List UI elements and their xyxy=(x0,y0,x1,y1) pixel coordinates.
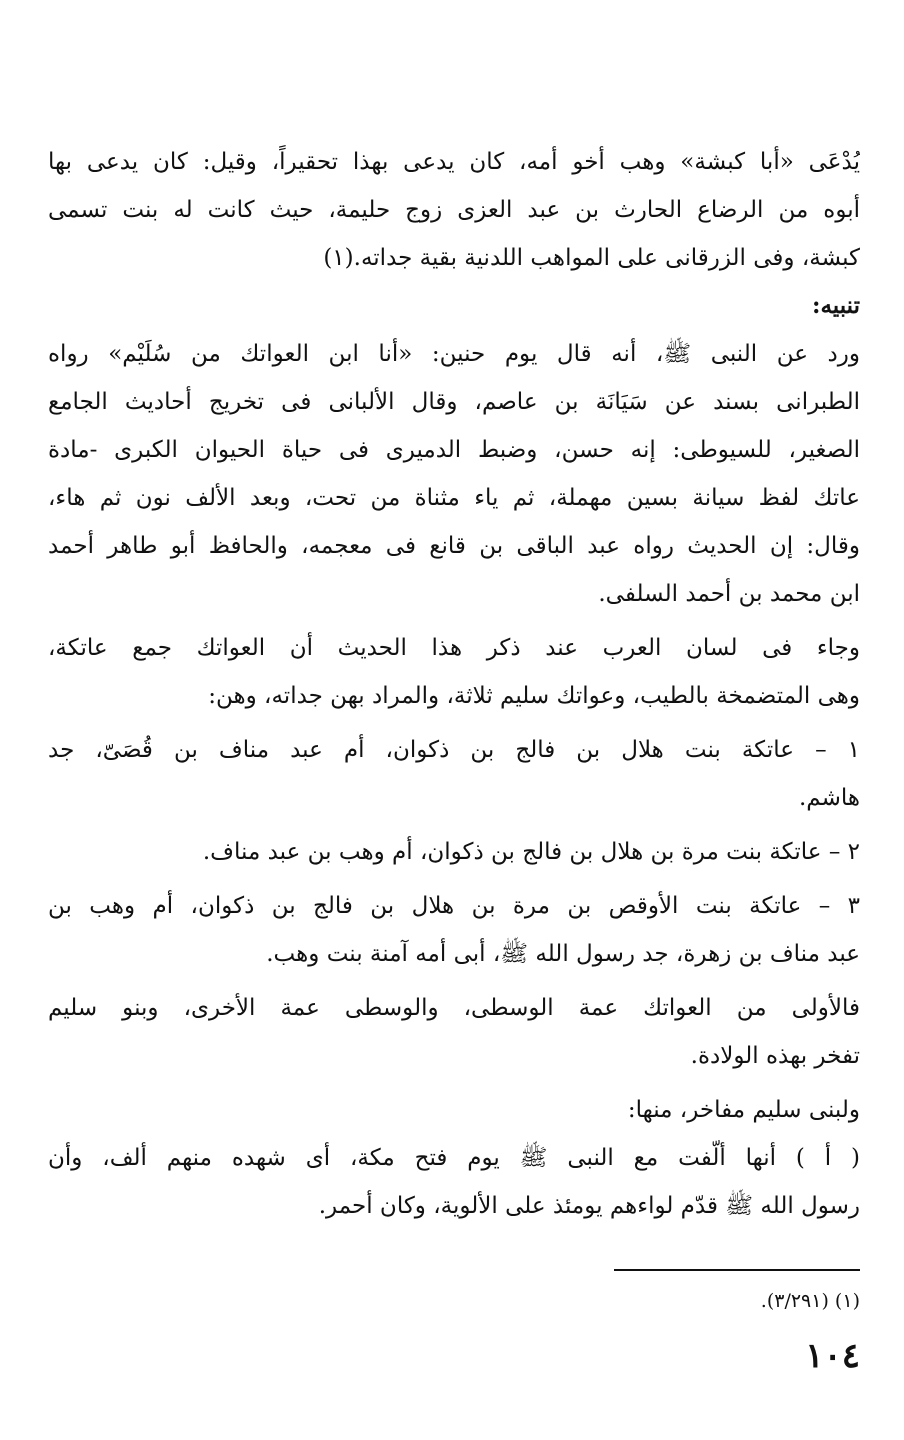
list-item-3 xyxy=(48,882,860,978)
text-line: ١ – عاتكة بنت هلال بن فالج بن ذكوان، أم عبد مناف بن قُصَىّ، جد xyxy=(48,737,860,763)
text-line: وقال: إن الحديث رواه عبد الباقى بن قانع فى معجمه، والحافظ أبو طاهر أحمد xyxy=(48,533,860,559)
notice-paragraph xyxy=(48,330,860,618)
text-line: عبد مناف بن زهرة، جد رسول الله ﷺ، أبى أمه آمنة بنت وهب. xyxy=(266,941,860,967)
page-body xyxy=(48,138,860,1230)
text-line: الطبرانى بسند عن سَيَانَة بن عاصم، وقال الألبانى فى تخريج أحاديث الجامع xyxy=(48,389,860,415)
text-line: تفخر بهذه الولادة. xyxy=(690,1043,860,1069)
text-line: وهى المتضمخة بالطيب، وعواتك سليم ثلاثة، والمراد بهن جداته، وهن: xyxy=(208,683,860,709)
text-line: كبشة، وفى الزرقانى على المواهب اللدنية بقية جداته.(١) xyxy=(323,245,860,271)
lisan-paragraph xyxy=(48,624,860,720)
text-line: ولبنى سليم مفاخر، منها: xyxy=(627,1097,860,1123)
page-number: ١٠٤ xyxy=(805,1336,860,1376)
intro-paragraph xyxy=(48,138,860,282)
prides-paragraph xyxy=(48,1086,860,1134)
text-line: الصغير، للسيوطى: إنه حسن، وضبط الدميرى فى حياة الحيوان الكبرى -مادة xyxy=(48,437,860,463)
footnote-divider xyxy=(614,1269,860,1271)
list-item-1 xyxy=(48,726,860,822)
text-line: هاشم. xyxy=(798,785,860,811)
text-line: أبوه من الرضاع الحارث بن عبد العزى زوج حليمة، حيث كانت له بنت تسمى xyxy=(48,197,860,223)
list-item-2 xyxy=(48,828,860,876)
text-line: يُدْعَى «أبا كبشة» وهب أخو أمه، كان يدعى بهذا تحقيراً، وقيل: كان يدعى بها xyxy=(48,149,860,175)
first-paragraph xyxy=(48,984,860,1080)
text-line: فالأولى من العواتك عمة الوسطى، والوسطى عمة الأخرى، وبنو سليم xyxy=(48,995,860,1021)
list-item-a xyxy=(48,1134,860,1230)
text-line: ابن محمد بن أحمد السلفى. xyxy=(598,581,860,607)
text-line: عاتك لفظ سيانة بسين مهملة، ثم ياء مثناة من تحت، وبعد الألف نون ثم هاء، xyxy=(48,485,860,511)
footnote: (١) (٣/٢٩١). xyxy=(760,1290,860,1312)
text-line: ( أ ) أنها ألّفت مع النبى ﷺ يوم فتح مكة، أى شهده منهم ألف، وأن xyxy=(48,1145,860,1171)
text-line: ٣ – عاتكة بنت الأوقص بن مرة بن هلال بن فالج بن ذكوان، أم وهب بن xyxy=(48,893,860,919)
text-line: رسول الله ﷺ قدّم لواءهم يومئذ على الألوية، وكان أحمر. xyxy=(318,1193,860,1219)
text-line: ٢ – عاتكة بنت مرة بن هلال بن فالج بن ذكوان، أم وهب بن عبد مناف. xyxy=(202,839,860,865)
text-line: وجاء فى لسان العرب عند ذكر هذا الحديث أن العواتك جمع عاتكة، xyxy=(48,635,860,661)
section-heading: تنبيه: xyxy=(811,292,860,319)
text-line: ورد عن النبى ﷺ، أنه قال يوم حنين: «أنا ابن العواتك من سُلَيْم» رواه xyxy=(48,341,860,367)
